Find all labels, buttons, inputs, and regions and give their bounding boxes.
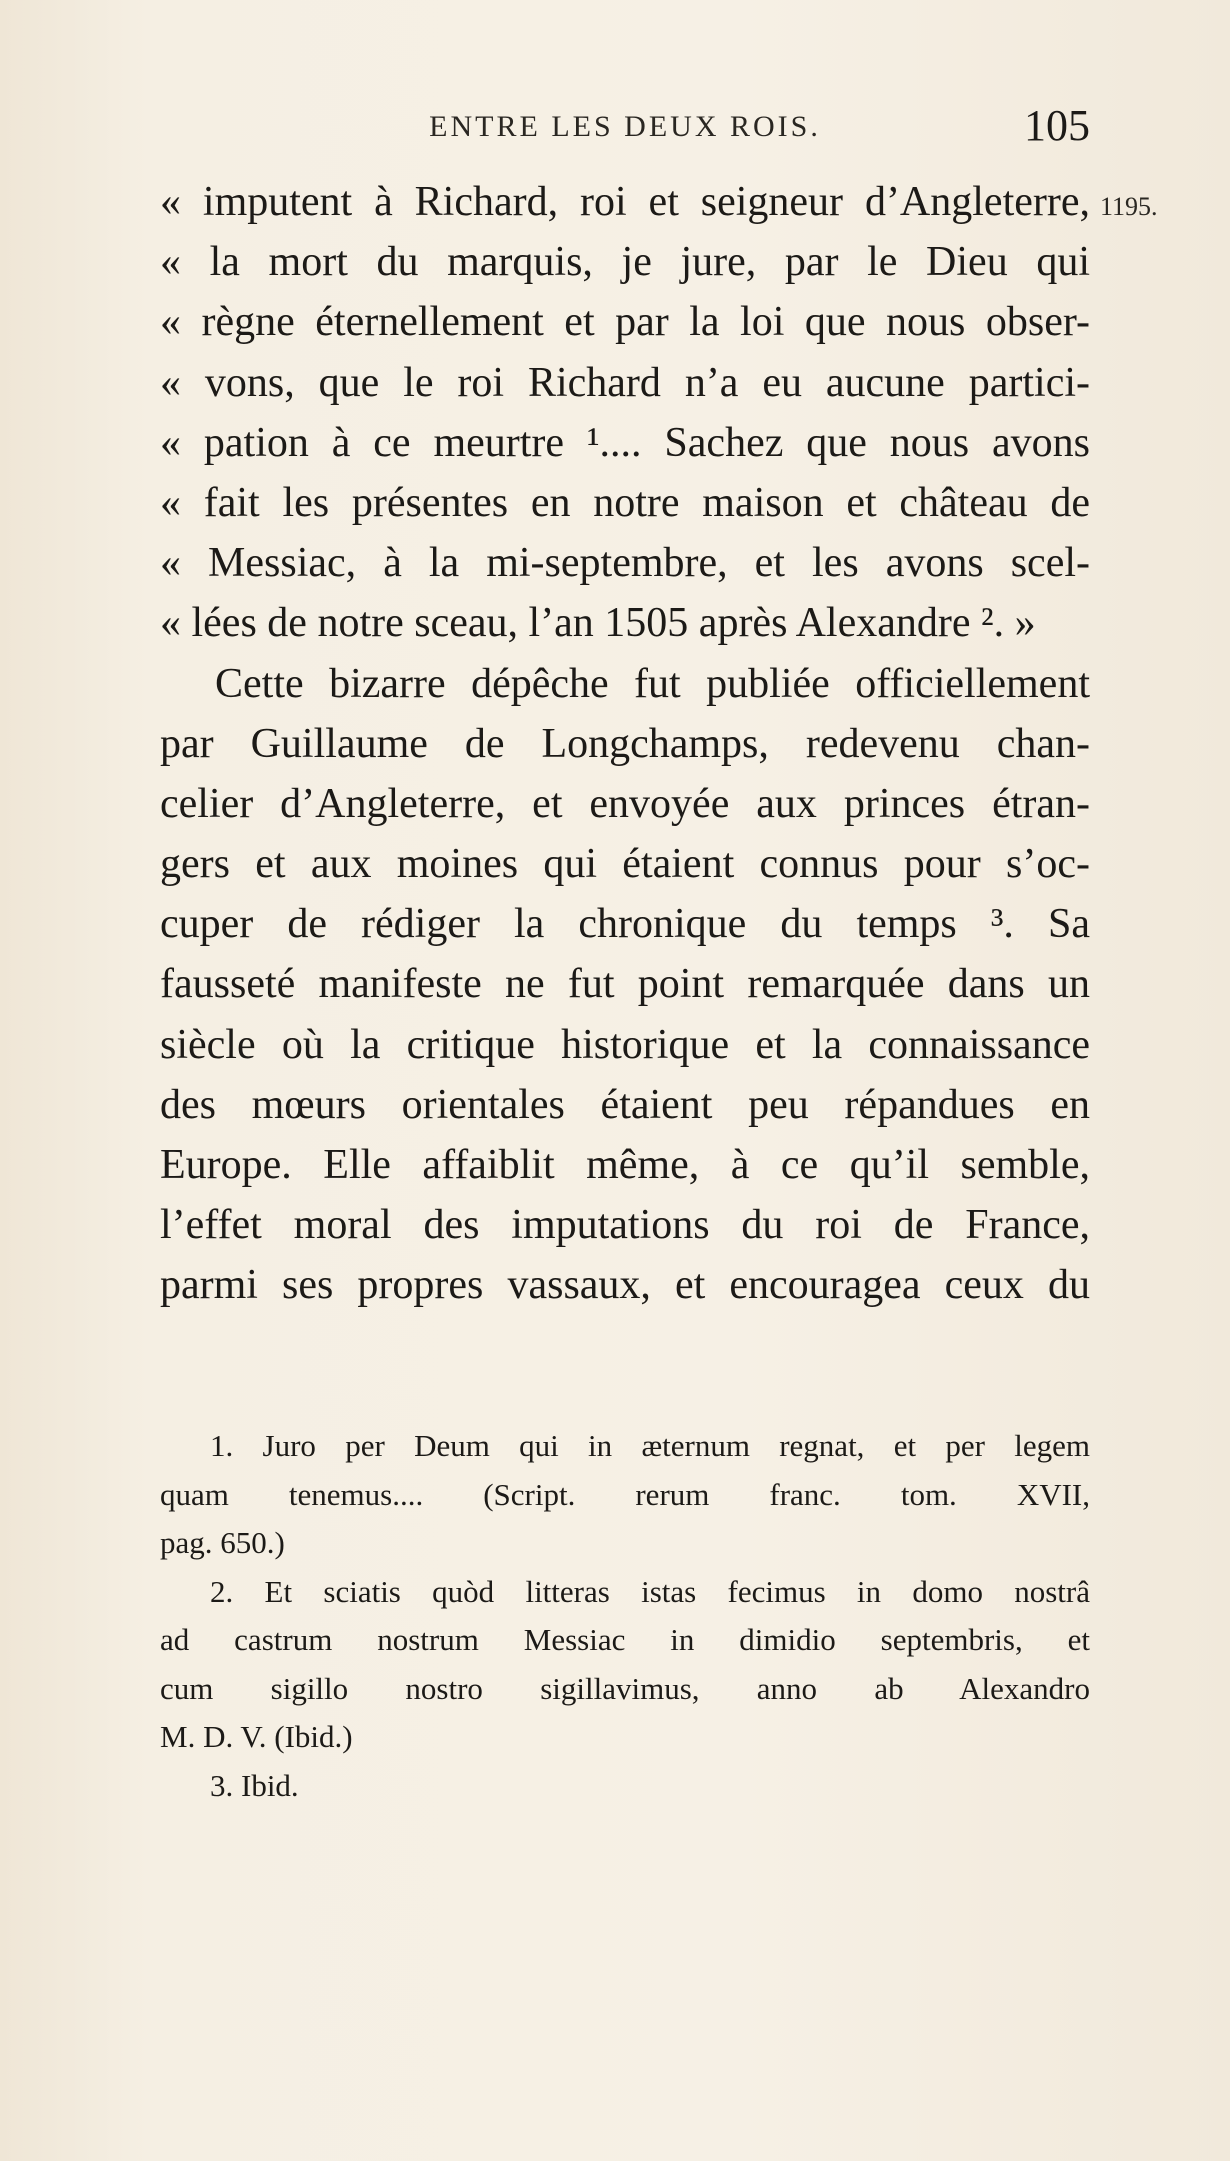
text-line: « fait les présentes en notre maison et château de	[160, 479, 1090, 526]
text-line: « lées de notre sceau, l’an 1505 après Alexandre ². »	[160, 600, 1036, 647]
text-line: des mœurs orientales étaient peu répandues en	[160, 1081, 1090, 1128]
footnote-line: M. D. V. (Ibid.)	[160, 1719, 353, 1754]
text-line: fausseté manifeste ne fut point remarquée dans un	[160, 961, 1090, 1008]
page-number: 105	[1024, 101, 1090, 150]
text-line: gers et aux moines qui étaient connus pour s’oc-	[160, 841, 1090, 888]
page-header	[160, 100, 1090, 160]
footnote-line: cum sigillo nostro sigillavimus, anno ab Alexandro	[160, 1670, 1090, 1706]
footnote-line: 3. Ibid.	[210, 1767, 299, 1803]
text-line: « vons, que le roi Richard n’a eu aucune partici-	[160, 359, 1090, 406]
text-line: « règne éternellement et par la loi que nous obser-	[160, 299, 1090, 346]
text-line: parmi ses propres vassaux, et encouragea ceux du	[160, 1262, 1090, 1309]
footnote-line: pag. 650.)	[160, 1525, 285, 1560]
text-line: « la mort du marquis, je jure, par le Dieu qui	[160, 239, 1090, 286]
footnote-line: ad castrum nostrum Messiac in dimidio septembris, et	[160, 1622, 1090, 1657]
text-line: siècle où la critique historique et la connaissance	[160, 1021, 1090, 1068]
text-line: Europe. Elle affaiblit même, à ce qu’il semble,	[160, 1142, 1090, 1188]
text-line: cuper de rédiger la chronique du temps ³. Sa	[160, 901, 1090, 948]
footnotes	[160, 1422, 1090, 1810]
text-line: par Guillaume de Longchamps, redevenu chan-	[160, 720, 1090, 767]
text-line: « imputent à Richard, roi et seigneur d’Angleterre,	[160, 179, 1090, 225]
text-line: celier d’Angleterre, et envoyée aux princes étran-	[160, 780, 1090, 827]
text-line: l’effet moral des imputations du roi de France,	[160, 1202, 1090, 1249]
margin-year: 1195.	[1100, 192, 1158, 221]
footnote-line: quam tenemus.... (Script. rerum franc. tom. XVII,	[160, 1476, 1090, 1512]
body-text	[160, 172, 1090, 1316]
running-title: ENTRE LES DEUX ROIS.	[429, 110, 821, 143]
text-line: « pation à ce meurtre ¹.... Sachez que nous avons	[160, 419, 1090, 466]
text-line: Cette bizarre dépêche fut publiée officiellement	[215, 660, 1090, 707]
text-line: « Messiac, à la mi-septembre, et les avons scel-	[160, 540, 1090, 587]
footnote-line: 2. Et sciatis quòd litteras istas fecimus in domo nostrâ	[210, 1573, 1090, 1609]
footnote-line: 1. Juro per Deum qui in æternum regnat, et per legem	[210, 1428, 1090, 1463]
